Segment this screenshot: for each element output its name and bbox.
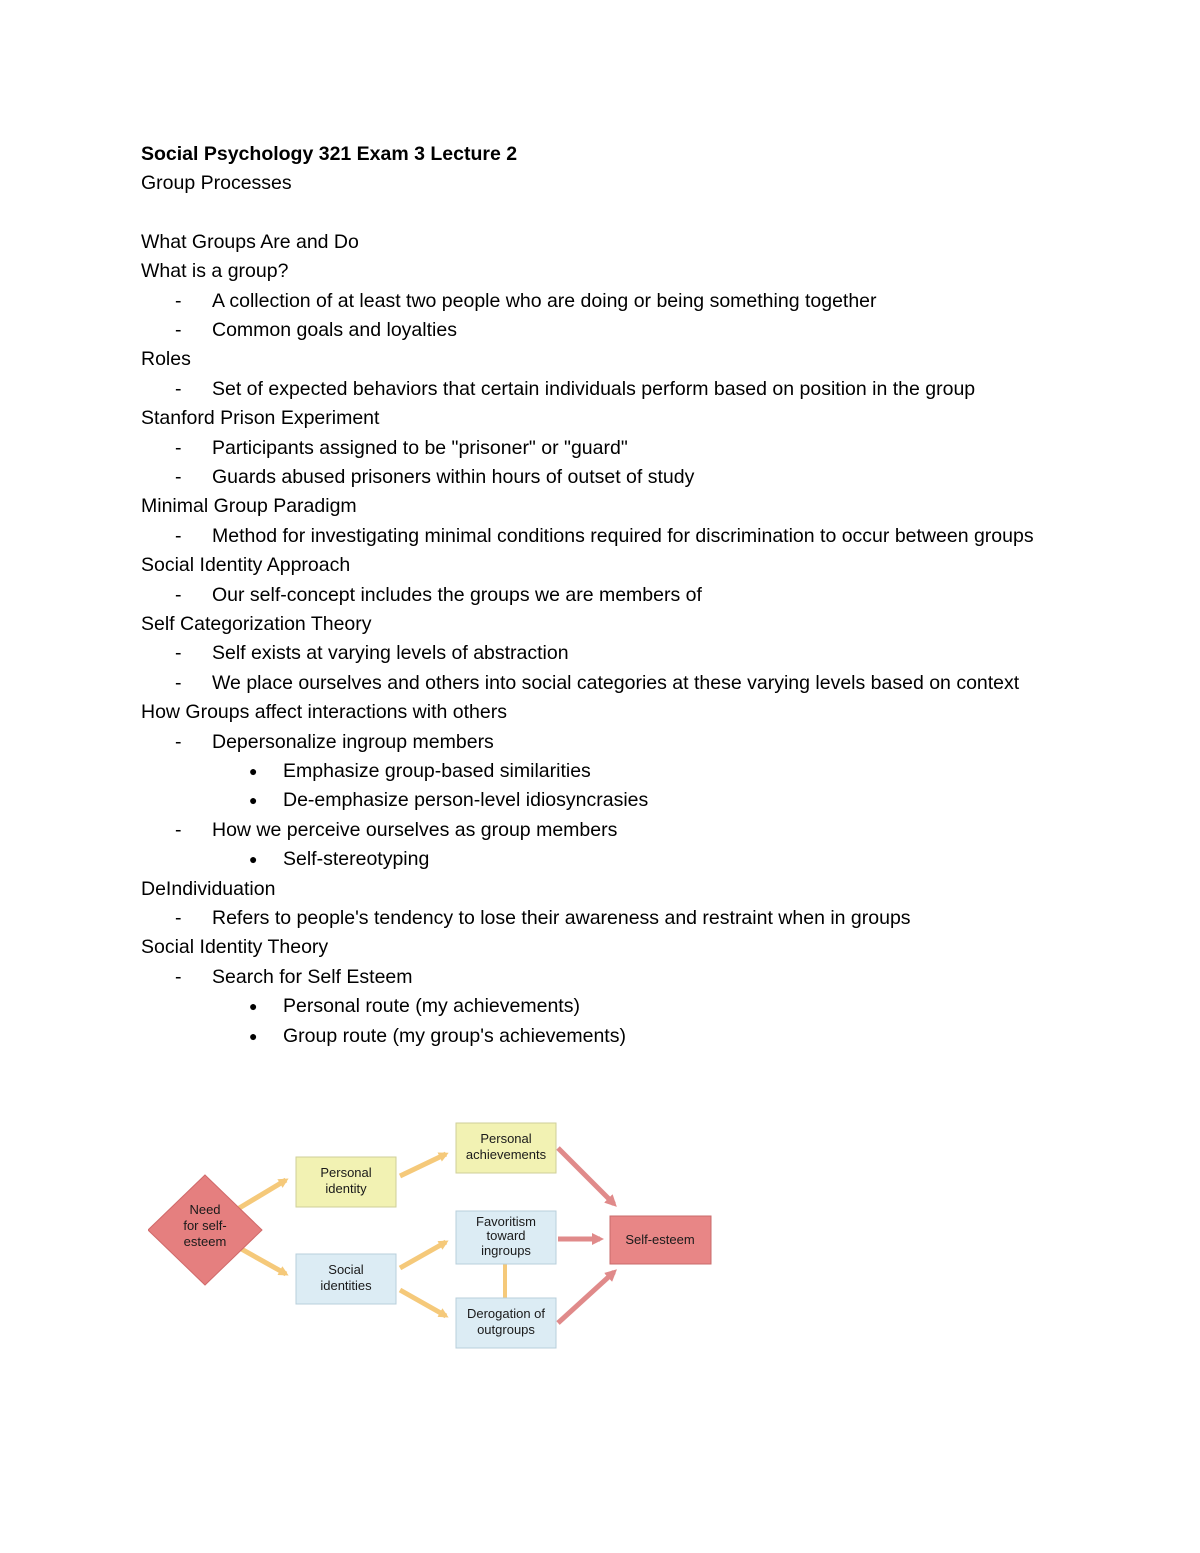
document-title: Social Psychology 321 Exam 3 Lecture 2 [141,143,518,165]
dash-bullet-item [141,375,1071,404]
self-esteem-diagram [148,1118,718,1358]
derogation-node [456,1298,556,1348]
bullet-text: Self exists at varying levels of abstraction [212,642,569,665]
arrow-derogation-to-esteem [558,1272,614,1323]
bullet-text: Participants assigned to be "prisoner" or "guard" [212,436,628,459]
favoritism-line-2: toward [486,1228,526,1243]
dash-marker: - [175,289,182,312]
dash-marker: - [175,524,182,547]
personal-identity-node [296,1157,396,1207]
document-subtitle: Group Processes [141,172,292,194]
dash-marker: - [175,377,182,400]
sub-bullet-item [141,757,1071,786]
dash-marker: - [175,318,182,341]
dash-bullet-item [141,522,1071,551]
personal-identity-line-2: identity [325,1181,367,1196]
dash-bullet-item [141,963,1071,992]
bullet-text: How we perceive ourselves as group members [212,818,618,841]
bullet-text: We place ourselves and others into social categories at these varying levels based on context [212,671,1020,694]
bullet-text: Set of expected behaviors that certain individuals perform based on position in the group [212,377,976,400]
bullet-dot-icon: ● [249,792,258,809]
sub-bullet-item [141,992,1071,1021]
dash-marker: - [175,671,182,694]
section-heading: DeIndividuation [141,877,276,900]
dash-marker: - [175,730,182,753]
dash-marker: - [175,818,182,841]
bullet-dot-icon: ● [249,998,258,1015]
derogation-line-1: Derogation of [466,1306,546,1321]
need-line-3: esteem [183,1234,227,1249]
bullet-dot-icon: ● [249,1027,258,1044]
sub-bullet-item [141,845,1071,874]
sub-bullet-item [141,1022,1071,1051]
section-heading: What Groups Are and Do [141,230,359,253]
need-line-2: for self- [183,1218,227,1233]
bullet-text: Personal route (my achievements) [283,995,580,1018]
need-for-self-esteem-node [148,1175,262,1285]
favoritism-line-3: ingroups [481,1243,531,1258]
bullet-text: Self-stereotyping [283,848,430,871]
need-line-1: Need [189,1202,221,1217]
personal-achievements-line-2: achievements [465,1147,547,1162]
section-heading: Social Identity Theory [141,936,329,959]
derogation-line-2: outgroups [477,1322,535,1337]
bullet-text: Search for Self Esteem [212,965,413,988]
dash-bullet-item [141,669,1071,698]
section-heading: What is a group? [141,260,289,283]
section-heading: Stanford Prison Experiment [141,407,380,430]
bullet-dot-icon: ● [249,851,258,868]
dash-bullet-item [141,816,1071,845]
dash-marker: - [175,436,182,459]
dash-bullet-item [141,904,1071,933]
dash-marker: - [175,583,182,606]
arrow-achievements-to-esteem [558,1148,614,1204]
section-heading: Roles [141,348,191,371]
arrow-need-to-social [236,1246,286,1274]
personal-achievements-node [456,1123,556,1173]
spacer [141,198,1071,227]
social-identities-line-1: Social [328,1262,364,1277]
arrow-social-to-favoritism [400,1242,446,1268]
dash-bullet-item [141,728,1071,757]
bullet-text: De-emphasize person-level idiosyncrasies [283,789,649,812]
section-heading: How Groups affect interactions with others [141,701,507,724]
dash-marker: - [175,965,182,988]
bullet-text: Guards abused prisoners within hours of outset of study [212,465,695,488]
dash-marker: - [175,465,182,488]
bullet-text: Our self-concept includes the groups we are members of [212,583,702,606]
bullet-dot-icon: ● [249,762,258,779]
self-esteem-node [610,1216,711,1264]
bullet-text: Emphasize group-based similarities [283,759,591,782]
personal-achievements-line-1: Personal [480,1131,532,1146]
arrow-need-to-personal [236,1180,286,1210]
self-esteem-label: Self-esteem [625,1232,695,1247]
arrow-social-to-derogation [400,1290,446,1316]
social-identities-node [296,1254,396,1304]
dash-marker: - [175,906,182,929]
arrow-personal-to-achievements [400,1154,446,1176]
dash-bullet-item [141,287,1071,316]
dash-bullet-item [141,639,1071,668]
sub-bullet-item [141,786,1071,815]
bullet-text: Group route (my group's achievements) [283,1024,626,1047]
notes-body [141,228,1071,1051]
favoritism-node [456,1211,556,1264]
dash-bullet-item [141,463,1071,492]
dash-marker: - [175,642,182,665]
document-page [141,140,1071,1051]
bullet-text: Common goals and loyalties [212,318,457,341]
personal-identity-line-1: Personal [320,1165,372,1180]
bullet-text: Refers to people's tendency to lose their awareness and restraint when in groups [212,906,911,929]
dash-bullet-item [141,434,1071,463]
social-identities-line-2: identities [320,1278,372,1293]
section-heading: Self Categorization Theory [141,612,372,635]
bullet-text: Depersonalize ingroup members [212,730,494,753]
section-heading: Social Identity Approach [141,554,351,577]
dash-bullet-item [141,581,1071,610]
bullet-text: Method for investigating minimal conditions required for discrimination to occur between groups [212,524,1034,547]
dash-bullet-item [141,316,1071,345]
favoritism-line-1: Favoritism [476,1214,536,1229]
bullet-text: A collection of at least two people who are doing or being something together [212,289,877,312]
section-heading: Minimal Group Paradigm [141,495,357,518]
